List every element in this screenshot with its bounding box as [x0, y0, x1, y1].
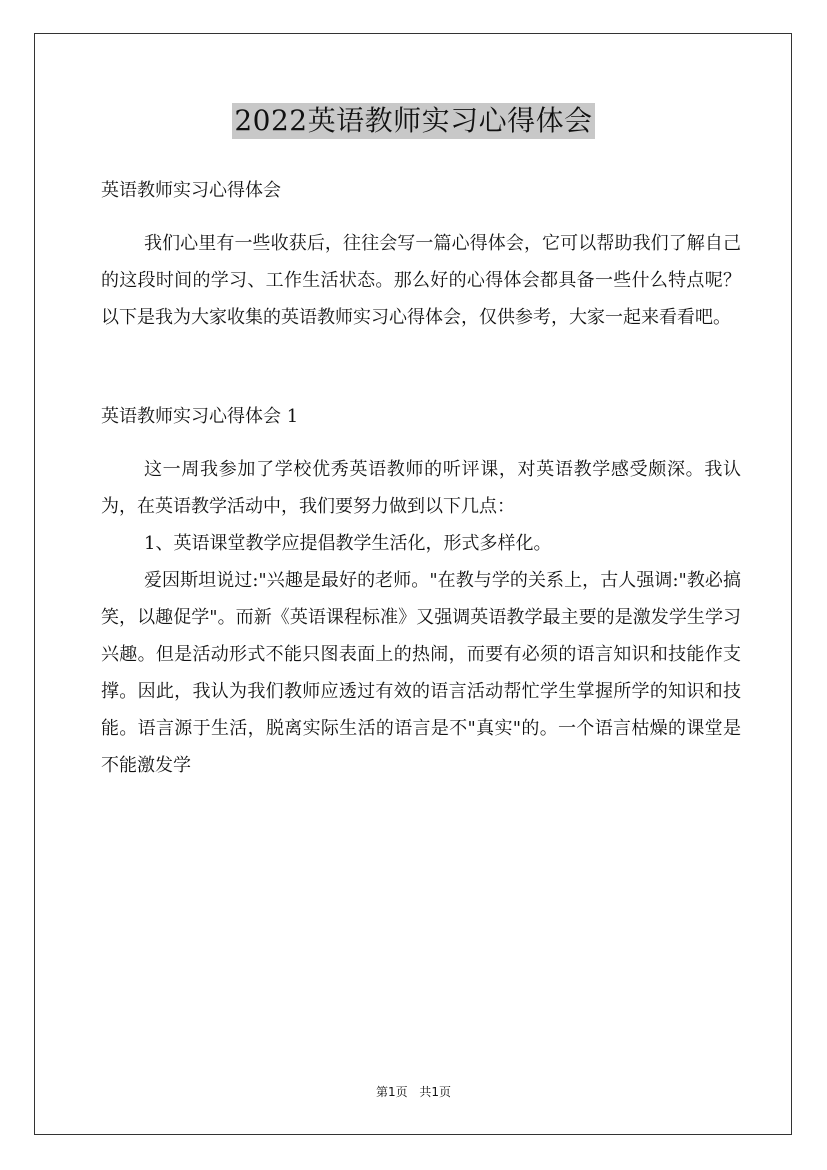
section-spacer — [101, 336, 741, 398]
document-body — [101, 172, 741, 784]
section-heading: 英语教师实习心得体会 1 — [101, 406, 299, 427]
intro-heading: 英语教师实习心得体会 — [101, 180, 281, 201]
intro-paragraph: 我们心里有一些收获后，往往会写一篇心得体会，它可以帮助我们了解自己的这段时间的学习、工作生活状态。那么好的心得体会都具备一些什么特点呢？以下是我为大家收集的英语教师实习心得体会，仅供参考，大家一起来看看吧。 — [101, 233, 741, 328]
page-number: 第1页 — [375, 1085, 408, 1099]
page-footer — [0, 1084, 827, 1100]
page-total: 共1页 — [419, 1085, 452, 1099]
body-paragraph-3: 爱因斯坦说过:"兴趣是最好的老师。"在教与学的关系上，古人强调:"教必搞笑，以趣促学"。而新《英语课程标准》又强调英语教学最主要的是激发学生学习兴趣。但是活动形式不能只图表面上的热闹，而要有必须的语言知识和技能作支撑。因此，我认为我们教师应透过有效的语言活动帮忙学生掌握所学的知识和技能。语言源于生活，脱离实际生活的语言是不"真实"的。一个语言枯燥的课堂是不能激发学 — [101, 570, 741, 776]
title-container — [0, 103, 827, 139]
document-title: 2022英语教师实习心得体会 — [234, 104, 593, 137]
body-paragraph-2: 1、英语课堂教学应提倡教学生活化，形式多样化。 — [144, 533, 552, 554]
body-paragraph-1: 这一周我参加了学校优秀英语教师的听评课，对英语教学感受颇深。我认为，在英语教学活动中，我们要努力做到以下几点： — [101, 459, 741, 517]
